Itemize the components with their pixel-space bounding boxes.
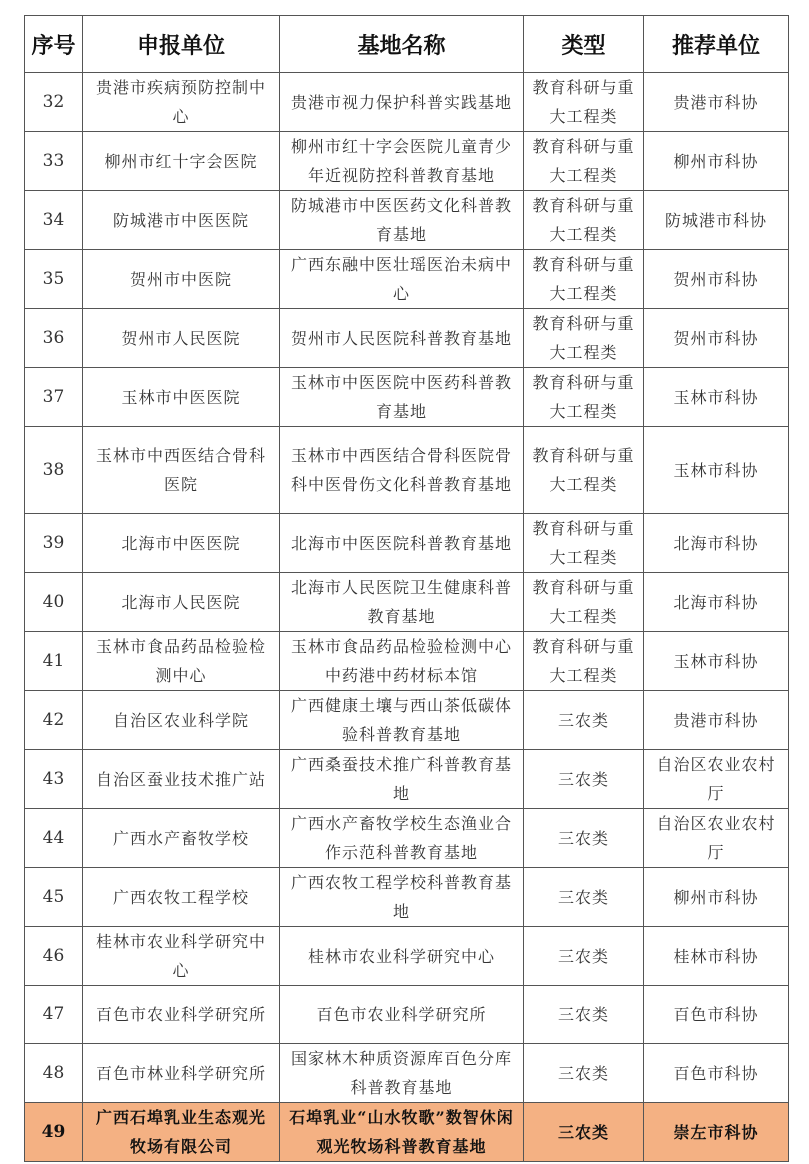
cell-no: 42 <box>25 691 83 750</box>
cell-type: 三农类 <box>524 809 644 868</box>
cell-base: 贵港市视力保护科普实践基地 <box>280 73 524 132</box>
cell-unit: 北海市中医医院 <box>83 514 280 573</box>
cell-recommender: 柳州市科协 <box>644 132 789 191</box>
cell-base: 国家林木种质资源库百色分库科普教育基地 <box>280 1044 524 1103</box>
cell-recommender: 百色市科协 <box>644 1044 789 1103</box>
cell-unit: 玉林市食品药品检验检测中心 <box>83 632 280 691</box>
table-row <box>25 309 789 368</box>
cell-type: 三农类 <box>524 1044 644 1103</box>
cell-recommender: 贵港市科协 <box>644 73 789 132</box>
table-row <box>25 132 789 191</box>
table-container <box>24 15 788 1162</box>
cell-unit: 自治区农业科学院 <box>83 691 280 750</box>
cell-base: 广西健康土壤与西山茶低碳体验科普教育基地 <box>280 691 524 750</box>
table-row-highlighted <box>25 1103 789 1162</box>
table-row <box>25 691 789 750</box>
cell-no: 49 <box>25 1103 83 1162</box>
cell-no: 41 <box>25 632 83 691</box>
cell-unit: 广西石埠乳业生态观光牧场有限公司 <box>83 1103 280 1162</box>
cell-base: 玉林市中医医院中医药科普教育基地 <box>280 368 524 427</box>
cell-recommender: 玉林市科协 <box>644 427 789 514</box>
cell-type: 教育科研与重大工程类 <box>524 368 644 427</box>
cell-unit: 玉林市中西医结合骨科医院 <box>83 427 280 514</box>
table-row <box>25 986 789 1044</box>
table-row <box>25 632 789 691</box>
cell-no: 38 <box>25 427 83 514</box>
cell-recommender: 百色市科协 <box>644 986 789 1044</box>
table-row <box>25 1044 789 1103</box>
table-row <box>25 868 789 927</box>
cell-unit: 广西水产畜牧学校 <box>83 809 280 868</box>
cell-base: 广西农牧工程学校科普教育基地 <box>280 868 524 927</box>
cell-no: 35 <box>25 250 83 309</box>
table-row <box>25 750 789 809</box>
cell-no: 37 <box>25 368 83 427</box>
cell-recommender: 贵港市科协 <box>644 691 789 750</box>
table-row <box>25 573 789 632</box>
cell-no: 40 <box>25 573 83 632</box>
header-recommender: 推荐单位 <box>644 16 789 73</box>
cell-recommender: 柳州市科协 <box>644 868 789 927</box>
cell-unit: 百色市农业科学研究所 <box>83 986 280 1044</box>
cell-type: 教育科研与重大工程类 <box>524 191 644 250</box>
cell-recommender: 北海市科协 <box>644 573 789 632</box>
cell-no: 46 <box>25 927 83 986</box>
cell-no: 43 <box>25 750 83 809</box>
cell-base: 广西东融中医壮瑶医治未病中心 <box>280 250 524 309</box>
cell-base: 贺州市人民医院科普教育基地 <box>280 309 524 368</box>
cell-unit: 桂林市农业科学研究中心 <box>83 927 280 986</box>
cell-recommender: 贺州市科协 <box>644 250 789 309</box>
cell-type: 教育科研与重大工程类 <box>524 573 644 632</box>
cell-type: 三农类 <box>524 750 644 809</box>
cell-type: 教育科研与重大工程类 <box>524 132 644 191</box>
cell-base: 柳州市红十字会医院儿童青少年近视防控科普教育基地 <box>280 132 524 191</box>
cell-no: 48 <box>25 1044 83 1103</box>
cell-base: 桂林市农业科学研究中心 <box>280 927 524 986</box>
cell-unit: 玉林市中医医院 <box>83 368 280 427</box>
cell-base: 广西水产畜牧学校生态渔业合作示范科普教育基地 <box>280 809 524 868</box>
table-row <box>25 73 789 132</box>
cell-type: 三农类 <box>524 927 644 986</box>
base-list-table <box>24 15 789 1162</box>
cell-base: 防城港市中医医药文化科普教育基地 <box>280 191 524 250</box>
cell-base: 北海市中医医院科普教育基地 <box>280 514 524 573</box>
cell-recommender: 桂林市科协 <box>644 927 789 986</box>
cell-recommender: 自治区农业农村厅 <box>644 809 789 868</box>
header-row <box>25 16 789 73</box>
header-unit: 申报单位 <box>83 16 280 73</box>
cell-no: 36 <box>25 309 83 368</box>
table-row <box>25 514 789 573</box>
header-no: 序号 <box>25 16 83 73</box>
table-row <box>25 368 789 427</box>
cell-type: 教育科研与重大工程类 <box>524 514 644 573</box>
table-row <box>25 809 789 868</box>
cell-no: 44 <box>25 809 83 868</box>
cell-type: 教育科研与重大工程类 <box>524 309 644 368</box>
cell-unit: 贵港市疾病预防控制中心 <box>83 73 280 132</box>
cell-base: 北海市人民医院卫生健康科普教育基地 <box>280 573 524 632</box>
cell-recommender: 玉林市科协 <box>644 368 789 427</box>
cell-unit: 北海市人民医院 <box>83 573 280 632</box>
cell-no: 33 <box>25 132 83 191</box>
cell-unit: 贺州市人民医院 <box>83 309 280 368</box>
cell-unit: 贺州市中医院 <box>83 250 280 309</box>
cell-recommender: 崇左市科协 <box>644 1103 789 1162</box>
cell-type: 教育科研与重大工程类 <box>524 250 644 309</box>
cell-base: 玉林市食品药品检验检测中心中药港中药材标本馆 <box>280 632 524 691</box>
cell-no: 39 <box>25 514 83 573</box>
cell-base: 玉林市中西医结合骨科医院骨科中医骨伤文化科普教育基地 <box>280 427 524 514</box>
cell-base: 广西桑蚕技术推广科普教育基地 <box>280 750 524 809</box>
cell-type: 三农类 <box>524 868 644 927</box>
table-row <box>25 927 789 986</box>
cell-no: 34 <box>25 191 83 250</box>
cell-no: 47 <box>25 986 83 1044</box>
cell-recommender: 北海市科协 <box>644 514 789 573</box>
cell-recommender: 玉林市科协 <box>644 632 789 691</box>
cell-recommender: 贺州市科协 <box>644 309 789 368</box>
cell-unit: 广西农牧工程学校 <box>83 868 280 927</box>
table-row <box>25 191 789 250</box>
cell-type: 三农类 <box>524 1103 644 1162</box>
cell-no: 32 <box>25 73 83 132</box>
cell-type: 教育科研与重大工程类 <box>524 632 644 691</box>
cell-unit: 防城港市中医医院 <box>83 191 280 250</box>
cell-recommender: 防城港市科协 <box>644 191 789 250</box>
cell-type: 三农类 <box>524 986 644 1044</box>
cell-base: 石埠乳业“山水牧歌”数智休闲观光牧场科普教育基地 <box>280 1103 524 1162</box>
cell-recommender: 自治区农业农村厅 <box>644 750 789 809</box>
header-base: 基地名称 <box>280 16 524 73</box>
cell-type: 三农类 <box>524 691 644 750</box>
table-row <box>25 250 789 309</box>
cell-type: 教育科研与重大工程类 <box>524 73 644 132</box>
cell-unit: 柳州市红十字会医院 <box>83 132 280 191</box>
cell-type: 教育科研与重大工程类 <box>524 427 644 514</box>
cell-no: 45 <box>25 868 83 927</box>
header-type: 类型 <box>524 16 644 73</box>
cell-unit: 百色市林业科学研究所 <box>83 1044 280 1103</box>
cell-base: 百色市农业科学研究所 <box>280 986 524 1044</box>
cell-unit: 自治区蚕业技术推广站 <box>83 750 280 809</box>
table-row <box>25 427 789 514</box>
